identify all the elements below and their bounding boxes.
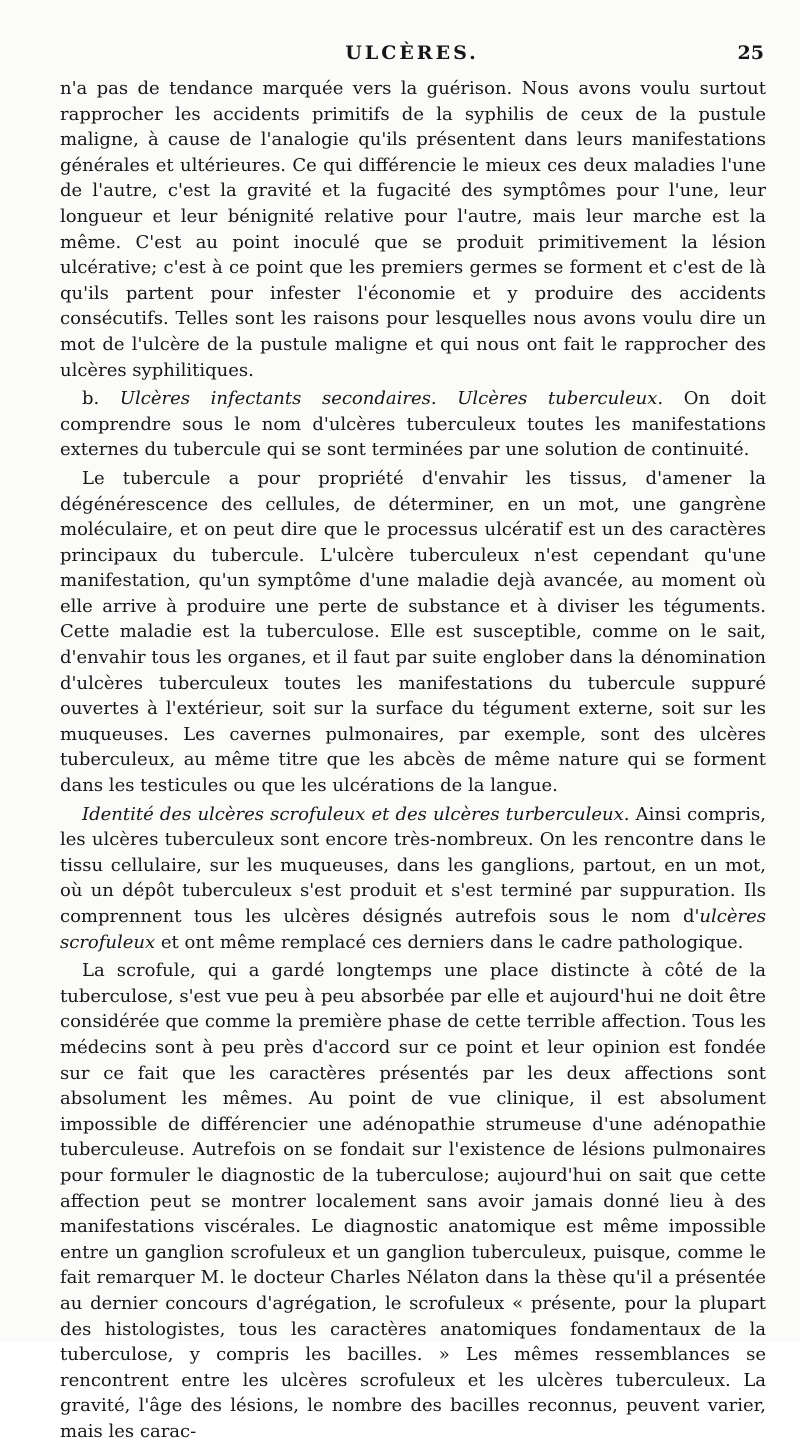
- paragraph-1: [60, 76, 766, 383]
- paragraph-2-lead: b.: [82, 388, 120, 410]
- paragraph-2-text: On doit comprendre sous le nom d'ulcères tuberculeux toutes les manifestations externes du tubercule qui se sont terminées par une solution de continuité.: [60, 388, 766, 461]
- term-ulceres-scrofuleux: ulcères scrofuleux: [60, 906, 766, 953]
- section-heading-identity: Identité des ulcères scrofuleux et des ulcères turberculeux.: [82, 803, 630, 825]
- paragraph-3-text: Le tubercule a pour propriété d'envahir les tissus, d'amener la dégénérescence des cellules, de déterminer, en un mot, une gangrène moléculaire, et on peut dire que le processus ulcératif est un des caractères principaux du tubercule. L'ulcère tuberculeux n'est cependant qu'une manifestation, qu'un symptôme d'une maladie dejà avancée, au moment où elle arrive à produire une perte de substance et à diviser les téguments. Cette maladie est la tuberculose. Elle est susceptible, comme on le sait, d'envahir tous les organes, et il faut par suite englober dans la dénomination d'ulcères tuberculeux toutes les manifestations du tubercule suppuré ouvertes à l'extérieur, soit sur la surface du tégument externe, soit sur les muqueuses. Les cavernes pulmonaires, par exemple, sont des ulcères tuberculeux, au même titre que les abcès de même nature qui se forment dans les testicules ou que les ulcérations de la langue.: [60, 467, 766, 797]
- body-text: [60, 76, 766, 1447]
- paragraph-5-text: La scrofule, qui a gardé longtemps une place distincte à côté de la tuberculose, s'est vue peu à peu absorbée par elle et aujourd'hui ne doit être considérée que comme la première phase de cette terrible affection. Tous les médecins sont à peu près d'accord sur ce point et leur opinion est fondée sur ce fait que les caractères présentés par les deux affections sont absolument les mêmes. Au point de vue clinique, il est absolument impossible de différencier une adénopathie strumeuse d'une adénopathie tuberculeuse. Autrefois on se fondait sur l'existence de lésions pulmonaires pour formuler le diagnostic de la tuberculose; aujourd'hui on sait que cette affection peut se montrer localement sans avoir jamais donné lieu à des manifestations viscérales. Le diagnostic anatomique est même impossible entre un ganglion scrofuleux et un ganglion tuberculeux, puisque, comme le fait remarquer M. le docteur Charles Nélaton dans la thèse qu'il a présentée au dernier concours d'agrégation, le scrofuleux « présente, pour la plupart des histologistes, tous les caractères anatomiques fondamentaux de la tuberculose, y compris les bacilles. » Les mêmes ressemblances se rencontrent entre les ulcères scrofuleux et les ulcères tuberculeux. La gravité, l'âge des lésions, le nombre des bacilles reconnus, peuvent varier, mais les carac-: [60, 960, 766, 1442]
- paragraph-4: [60, 802, 766, 956]
- running-title: ULCÈRES.: [345, 42, 479, 64]
- paragraph-1-text: n'a pas de tendance marquée vers la guérison. Nous avons voulu surtout rapprocher les accidents primitifs de la syphilis de ceux de la pustule maligne, à cause de l'analogie qu'ils présentent dans leurs manifestations générales et ultérieures. Ce qui différencie le mieux ces deux maladies l'une de l'autre, c'est la gravité et la fugacité des symptômes pour l'une, leur longueur et leur bénignité relative pour l'autre, mais leur marche est la même. C'est au point inoculé que se produit primitivement la lésion ulcérative; c'est à ce point que les premiers germes se forment et c'est de là qu'ils partent pour infester l'économie et y produire des accidents consécutifs. Telles sont les raisons pour lesquelles nous avons voulu dire un mot de l'ulcère de la pustule maligne et qui nous ont fait le rapprocher des ulcères syphilitiques.: [60, 78, 766, 381]
- paragraph-2: [60, 386, 766, 463]
- paragraph-4-tail: et ont même remplacé ces derniers dans le cadre pathologique.: [155, 931, 744, 953]
- paragraph-4-text: Ainsi compris, les ulcères tuberculeux sont encore très-nombreux. On les rencontre dans le tissu cellulaire, sur les muqueuses, dans les ganglions, partout, en un mot, où un dépôt tuberculeux s'est produit et s'est terminé par suppuration. Ils comprennent tous les ulcères désignés autrefois sous le nom d': [60, 803, 766, 927]
- section-heading-tuberculous-ulcers: Ulcères infectants secondaires. Ulcères tuberculeux.: [119, 388, 664, 410]
- paragraph-3: [60, 466, 766, 799]
- page-number: 25: [737, 42, 764, 64]
- page-header: [60, 42, 764, 72]
- paragraph-5: [60, 958, 766, 1444]
